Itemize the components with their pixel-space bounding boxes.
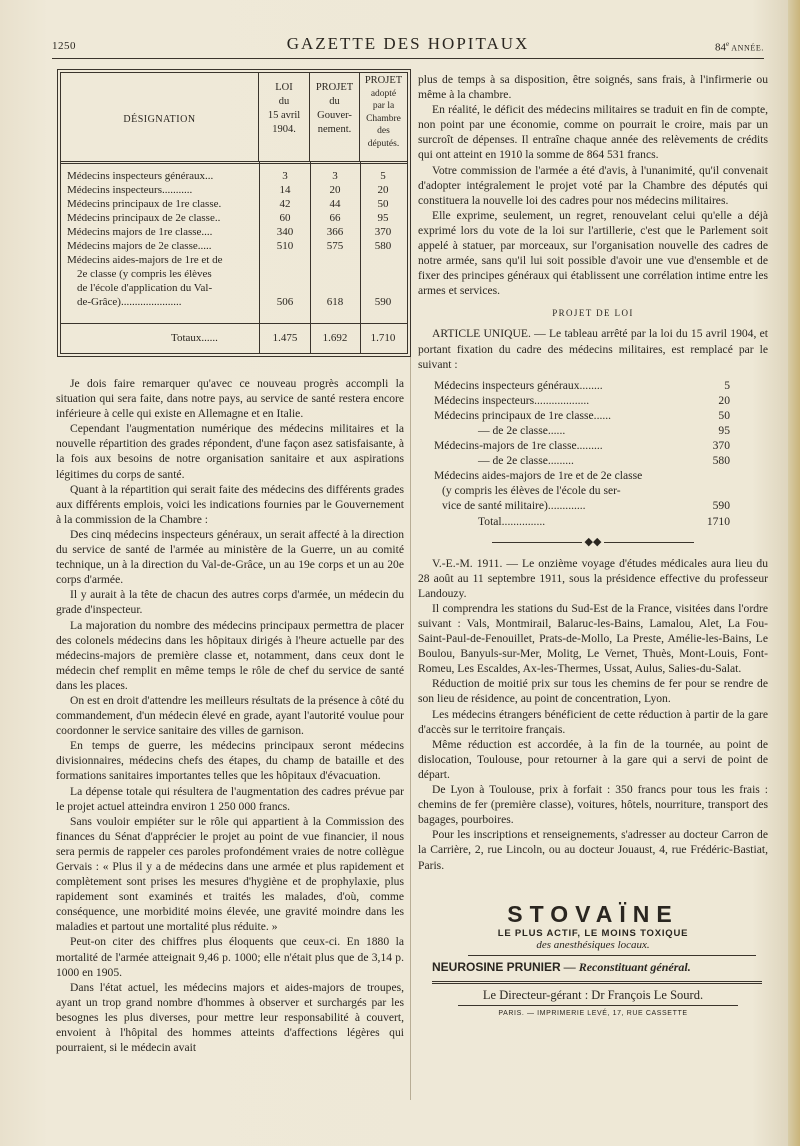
paragraph: De Lyon à Toulouse, prix à forfait : 350 francs pour tous les frais : chemins de fer (première classe), voitures, hôtels, nourriture, transport des bagages, pourboires. <box>418 783 768 827</box>
neurosine-ad: NEUROSINE PRUNIER — Reconstituant général. <box>432 959 691 974</box>
list-item: Total............... 1710 <box>478 514 730 528</box>
paragraph: La dépense totale qui résultera de l'augmentation des cadres prévue par le projet actuel atteindra environ 1 250 000 francs. <box>56 784 404 813</box>
table-row: de l'école d'application du Val- <box>77 282 213 294</box>
article-unique: ARTICLE UNIQUE. — Le tableau arrêté par la loi du 15 avril 1904, et portant fixation du cadre des médecins militaires, est remplacé par le suivant : <box>418 327 768 371</box>
table-row: Médecins inspecteurs généraux... 3 3 5 <box>67 170 386 182</box>
year-label: 84e ANNÉE. <box>715 40 764 54</box>
projet-de-loi-heading: PROJET DE LOI <box>552 308 634 319</box>
list-item: vice de santé militaire)............. 590 <box>442 499 730 513</box>
paragraph: La majoration du nombre des médecins principaux permettra de placer des colonels médecins dans les hôpitaux dirigés à l'heure actuelle par des médecins-majors de première classe et, notamment, dans ceux dont le médecin chef remplit en même temps le rôle de chef du service de santé dans les places. <box>56 618 404 692</box>
cadres-table <box>60 72 408 354</box>
paragraph: Peut-on citer des chiffres plus éloquents que ceux-ci. En 1880 la mortalité de l'armée atteignait 9,46 p. 1000; elle n'était plus que de 3,14 p. 1000 en 1905. <box>56 935 404 979</box>
table-row: Médecins majors de 2e classe..... 510 575 580 <box>67 240 392 252</box>
list-item: Médecins aides-majors de 1re et de 2e classe <box>434 469 643 483</box>
paragraph: Pour les inscriptions et renseignements, s'adresser au docteur Carron de la Carrière, 2, rue Lincoln, ou au docteur Jouaust, 4, rue Frédéric-Bastiat, Paris. <box>418 828 768 872</box>
ornament-divider: ◆◆ <box>418 535 768 548</box>
header-projet-gouvernement: PROJET du Gouver- nement. <box>310 73 360 161</box>
paragraph: Des cinq médecins inspecteurs généraux, un serait affecté à la direction du service de santé de l'armée au ministère de la Guerre, un au comité technique, un à la direction du Val-de-Grâce, un au 19e corps et un au 20e corps d'armée. <box>56 527 404 587</box>
list-item: Médecins-majors de 1re classe......... 370 <box>434 439 730 453</box>
paragraph: En temps de guerre, les médecins principaux seront médecins divisionnaires, médecins chefs des étapes, du champ de bataille et des formations sanitaires importantes telles que les hôpitaux d'évacuation. <box>56 739 404 783</box>
directeur-gerant: Le Directeur-gérant : Dr François Le Sourd. <box>482 987 704 1002</box>
list-item: Médecins inspecteurs................... 20 <box>434 393 730 407</box>
list-item: Médecins inspecteurs généraux........ 5 <box>434 378 730 392</box>
page-header <box>52 34 764 56</box>
paragraph: Il y aurait à la tête de chacun des autres corps d'armée, un médecin du grade d'inspecteur. <box>56 588 404 617</box>
header-loi: LOI du 15 avril 1904. <box>259 73 310 161</box>
paragraph: Quant à la répartition qui serait faite des médecins des différents grades aux différents emplois, voici les indications fournies par le Gouvernement à la commission de la Chambre : <box>56 482 404 526</box>
stovaine-tagline: LE PLUS ACTIF, LE MOINS TOXIQUE <box>497 927 689 939</box>
table-row: Médecins principaux de 1re classe. 42 44 50 <box>67 198 389 210</box>
table-row: Médecins inspecteurs........... 14 20 20 <box>67 184 389 196</box>
stovaine-tagline-2: des anesthésiques locaux. <box>536 938 650 951</box>
projet-list <box>434 378 730 529</box>
page-edge <box>788 0 800 1146</box>
paragraph: Même réduction est accordée, à la fin de la tournée, au point de dislocation, Toulouse, pour retourner à la gare qui a servi de point de départ. <box>418 737 768 781</box>
paragraph: Il comprendra les stations du Sud-Est de la France, visitées dans l'ordre suivant : Vals, Montmirail, Balaruc-les-Bains, Lamalou, Alet, La Fou-Saint-Paul-de-Fenouillet, Prats-de-Mollo, La Preste, Amélie-les-Bains, Le Boulou, Banyuls-sur-Mer, Molitg, Le Vernet, Thuès, Mont-Louis, Font-Romeu, Les Escaldes, Ax-les-Thermes, Ussat, Aulus, Salies-du-Salat. <box>418 601 768 676</box>
stovaine-ad-title: STOVAÏNE <box>507 900 679 927</box>
paragraph: Elle exprime, seulement, un regret, renouvelant celui qu'elle a déjà exprimé lors du vote de la loi sur l'artillerie, c'est que le Parlement soit appelé à statuer, par morceaux, sur l'organisation nouvelle des cadres de notre armée, sans qu'il lui soit possible d'avoir une vue d'ensemble et de fixer des principes généraux qui établissent une corrélation intime entre les armes et services. <box>418 208 768 298</box>
right-column <box>418 72 768 1017</box>
paragraph: Je dois faire remarquer qu'avec ce nouveau progrès accompli la situation qui sera faite, dans notre pays, au service de santé restera encore inférieure à celle qui existe en Allemagne et en Italie. <box>56 377 404 421</box>
paragraph: On est en droit d'attendre les meilleurs résultats de la présence à côté du commandement, d'un médecin élevé en grade, ayant l'autorité voulue pour coordonner le service sanitaire des villes de garnison. <box>56 693 404 738</box>
paragraph: Réduction de moitié prix sur tous les chemins de fer pour se rendre de son lieu de résidence, au point de concentration, Lyon. <box>418 677 768 706</box>
table-row: Médecins majors de 1re classe.... 340 366 370 <box>67 226 392 238</box>
header-rule <box>52 58 764 59</box>
table-totals-row: Totaux...... 1.475 1.692 1.710 <box>171 332 396 344</box>
list-item: — de 2e classe......... 580 <box>478 454 730 468</box>
header-projet-chambre: PROJET adopté par la Chambre des députés. <box>364 75 403 149</box>
paragraph: Dans l'état actuel, les médecins majors et aides-majors de troupes, ayant un trop grand nombre d'hommes à observer et surchargés par les besognes les plus diverses, pour mettre leur responsabilité à couvert, envoient à l'hôpital des hommes atteints d'affections légères qui pourraient, si le médecin avait <box>56 980 404 1055</box>
paragraph: plus de temps à sa disposition, être soignés, sans frais, à l'infirmerie ou même à la chambre. <box>418 73 768 102</box>
paragraph: Sans vouloir empiéter sur le rôle qui appartient à la Commission des finances du Sénat d'apprécier le projet au point de vue financier, il nous sera permis de rappeler ces paroles profondément vraies de notre collègue Gervais : « Plus il y a de médecins dans une armée et plus rapidement et complètement sont prises les mesures d'hygiène et de prophylaxie, plus rapidement sont examinés et traités les malades, d'où, comme conséquence, une morbidité moins élevée, une gravité moindre dans les maladies et partout une mortalité plus réduite. » <box>56 814 404 934</box>
page-number: 1250 <box>52 40 76 52</box>
header-designation: DÉSIGNATION <box>61 73 259 161</box>
left-body-text <box>56 376 404 1055</box>
voyage-section <box>418 556 768 873</box>
list-item: (y compris les élèves de l'école du ser- <box>442 484 621 498</box>
table-row: de-Grâce)...................... 506 618 590 <box>77 296 392 308</box>
list-item: Médecins principaux de 1re classe...... 50 <box>434 408 730 422</box>
paragraph: Cependant l'augmentation numérique des médecins militaires et la nouvelle répartition des grades répondent, d'une façon asez satisfaisante, à la fois aux besoins de notre organisation sanitaire et aux aspirations légitimes du corps de santé. <box>56 422 404 481</box>
paragraph: Votre commission de l'armée a été d'avis, à l'unanimité, qu'il convenait d'adopter intégralement le projet voté par la Chambre des députés qui constituera la nouvelle loi des cadres pour nos médecins militaires. <box>418 163 768 207</box>
table-row: 2e classe (y compris les élèves <box>77 268 212 280</box>
printer-line: PARIS. — IMPRIMERIE LEVÉ, 17, RUE CASSETTE <box>498 1009 688 1017</box>
left-column <box>56 72 404 1055</box>
paragraph: V.-E.-M. 1911. — Le onzième voyage d'études médicales aura lieu du 28 août au 11 septembre 1911, sous la présidence effective du professeur Landouzy. <box>418 556 768 600</box>
paragraph: Les médecins étrangers bénéficient de cette réduction à partir de la gare d'accès sur le territoire français. <box>418 707 768 736</box>
table-row: Médecins principaux de 2e classe.. 60 66 95 <box>67 212 389 224</box>
paragraph: En réalité, le déficit des médecins militaires se traduit en fin de compte, non point par une économie, comme on pourrait le croire, mais par un surcroît de dépenses. Il entraîne chaque année des relèvements de crédits qui ont atteint en 1910 la somme de 864 531 francs. <box>418 103 768 162</box>
list-item: — de 2e classe...... 95 <box>478 423 730 437</box>
table-row: Médecins aides-majors de 1re et de <box>67 254 223 266</box>
journal-title: GAZETTE DES HOPITAUX <box>286 34 530 53</box>
